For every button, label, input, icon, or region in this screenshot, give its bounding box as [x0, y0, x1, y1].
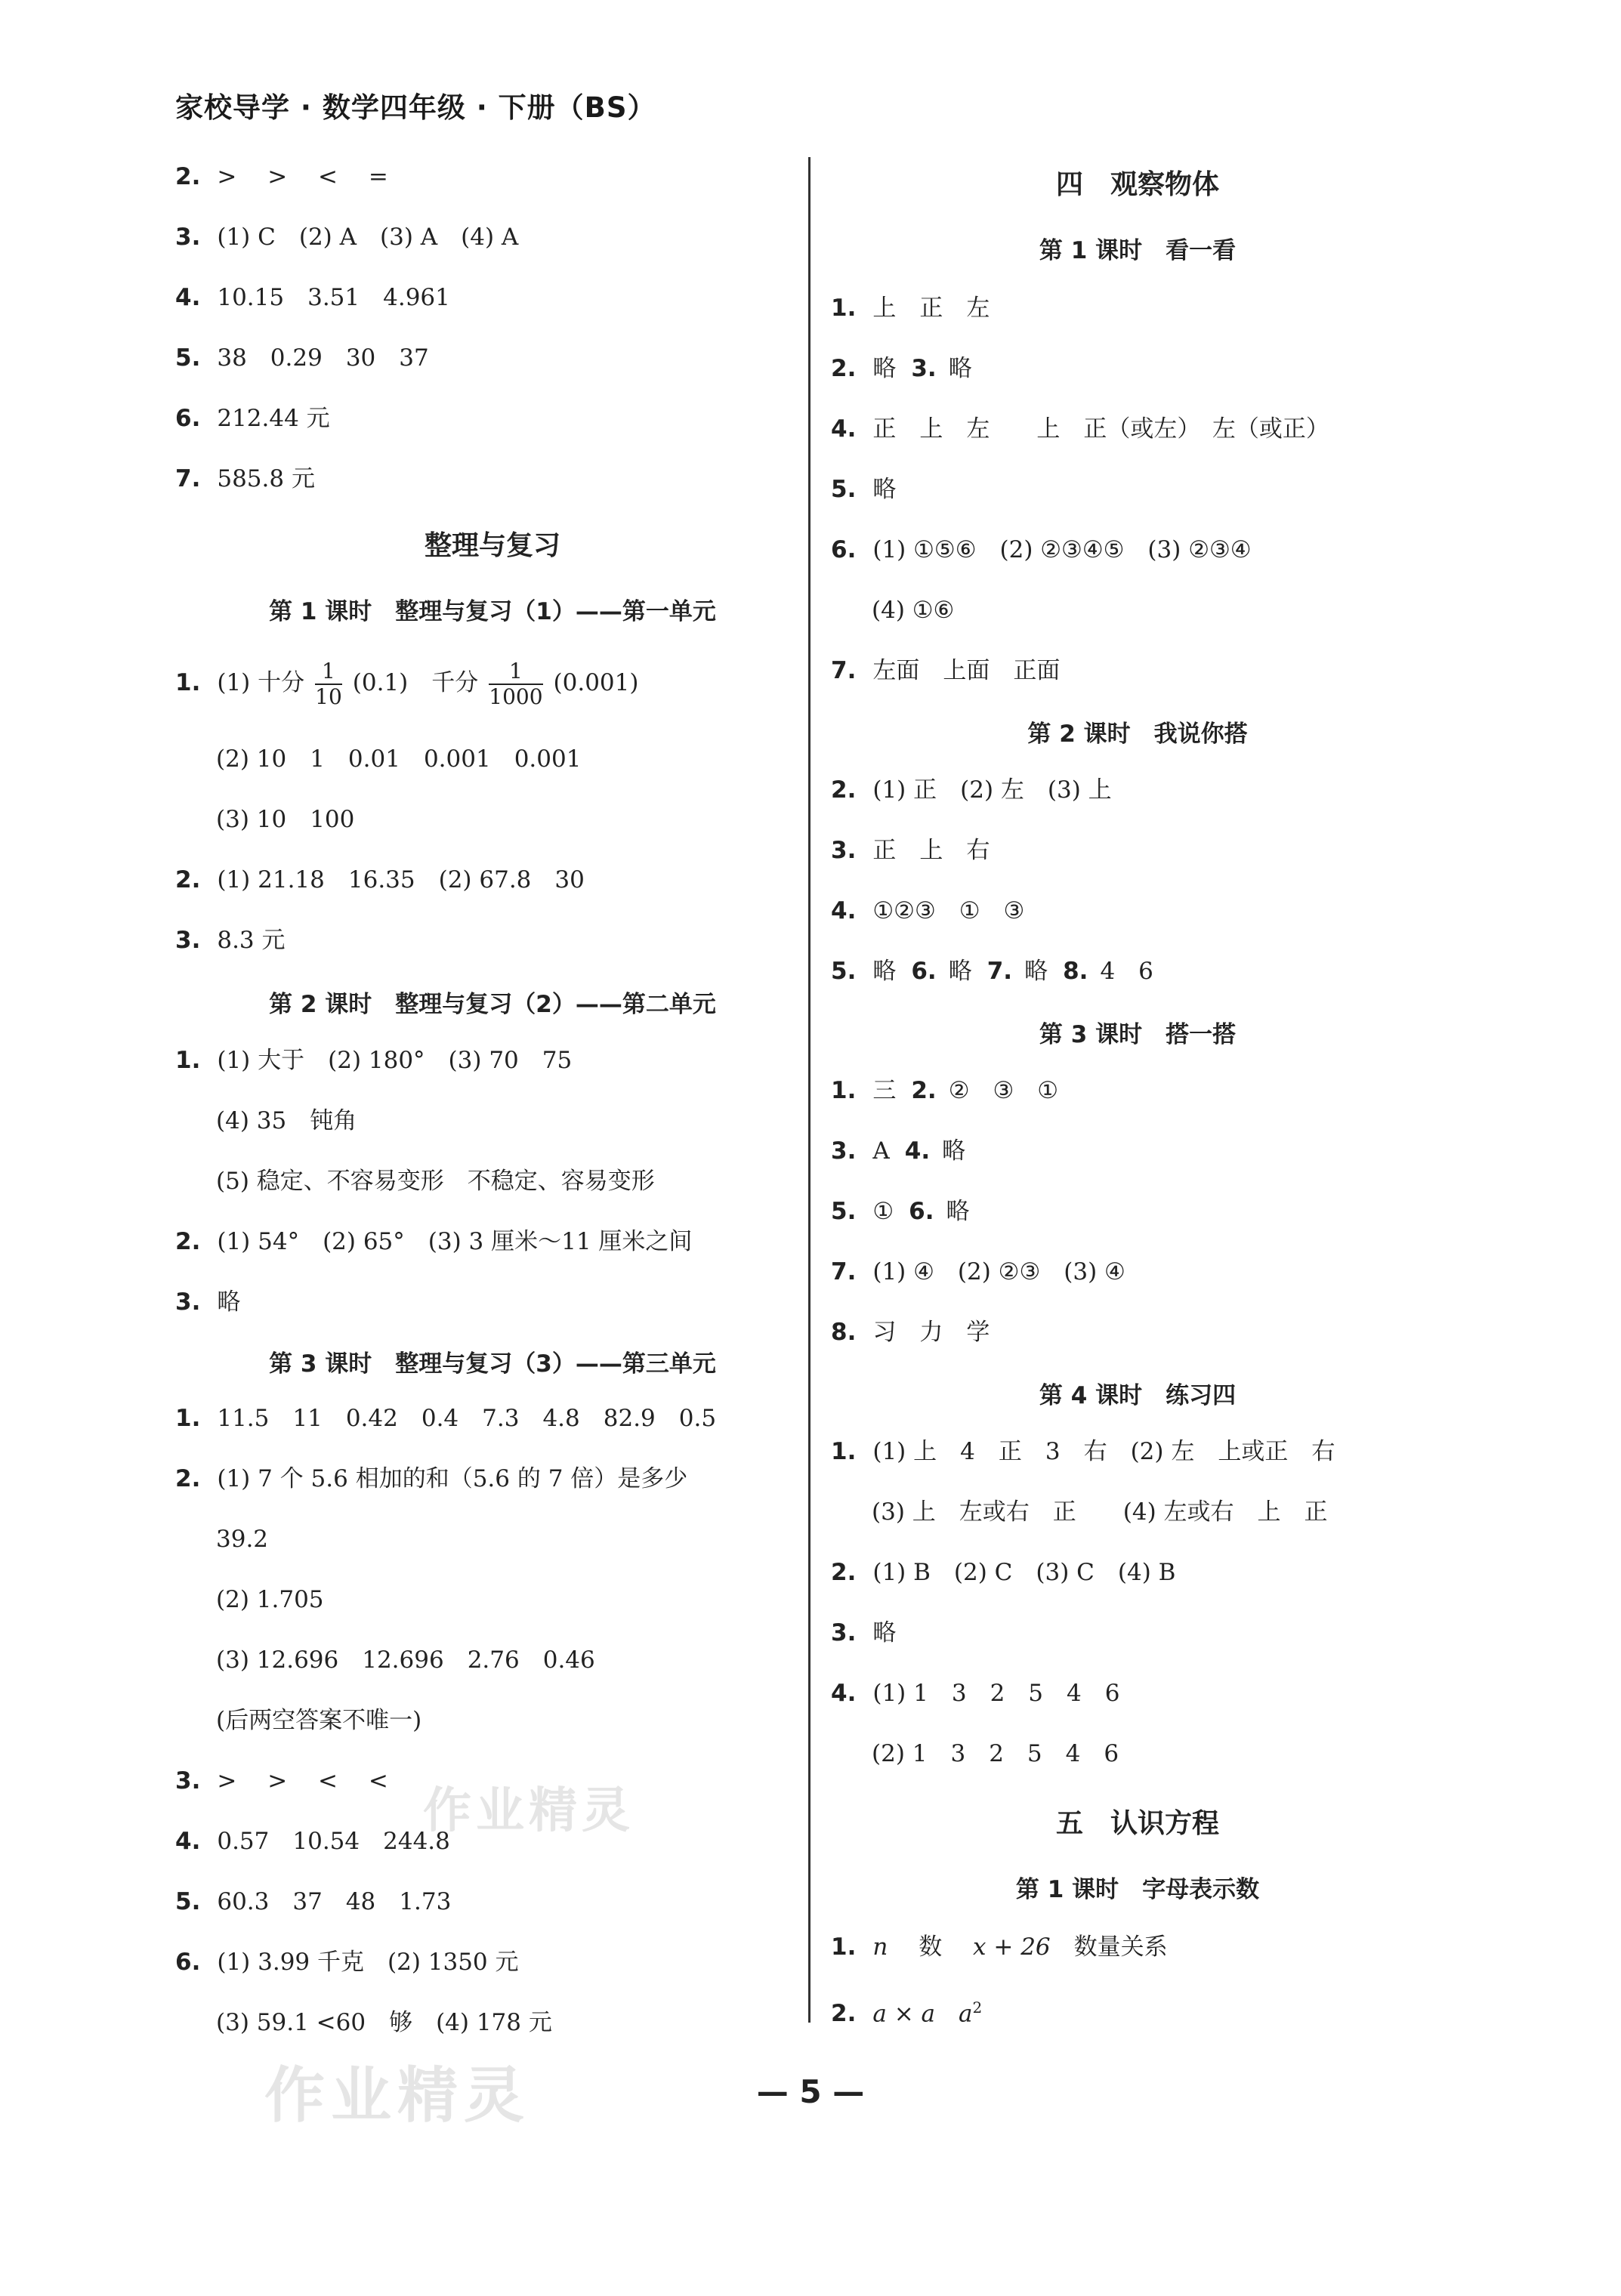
- page-header: 家校导学 · 数学四年级 · 下册（BS）: [175, 91, 656, 124]
- lesson-title: 第 1 课时 看一看: [1039, 237, 1237, 264]
- answer-line: 2. (1) B (2) C (3) C (4) B: [831, 1559, 1176, 1586]
- answer-line: 3. (1) C (2) A (3) A (4) A: [175, 224, 519, 251]
- lesson-title: 第 1 课时 字母表示数: [1015, 1876, 1260, 1903]
- lesson-title: 第 3 课时 搭一搭: [1039, 1021, 1237, 1048]
- column-divider: [808, 157, 810, 2023]
- answer-line: 8. 习 力 学: [831, 1319, 990, 1346]
- answer-line: 3. A 4. 略: [831, 1137, 966, 1165]
- answer-line: 1. (1) 大于 (2) 180° (3) 70 75: [175, 1047, 573, 1074]
- answer-line: 3. 8.3 元: [175, 927, 286, 954]
- answer-line: 4. (1) 1 3 2 5 4 6: [831, 1680, 1120, 1707]
- lesson-title: 第 4 课时 练习四: [1039, 1382, 1237, 1409]
- answer-line: 6. (1) ①⑤⑥ (2) ②③④⑤ (3) ②③④: [831, 536, 1252, 563]
- answer-line: 5. 38 0.29 30 37: [175, 344, 429, 372]
- answer-line: 39.2: [216, 1526, 269, 1553]
- fraction-1-10: $\frac{1}{10}$: [315, 658, 342, 709]
- answer-line: 3. 略: [175, 1288, 241, 1316]
- answer-line: 4. ①②③ ① ③: [831, 897, 1025, 924]
- answer-line: 2. (1) 正 (2) 左 (3) 上: [831, 776, 1112, 804]
- answer-line: 3. 略: [831, 1619, 897, 1646]
- lesson-title: 第 3 课时 整理与复习（3）——第三单元: [269, 1350, 716, 1378]
- answer-line: (4) 35 钝角: [216, 1107, 357, 1134]
- answer-line: (5) 稳定、不容易变形 不稳定、容易变形: [216, 1168, 655, 1195]
- watermark: 作业精灵: [264, 2060, 530, 2131]
- answer-line: 4. 0.57 10.54 244.8: [175, 1828, 450, 1855]
- watermark: 作业精灵: [423, 1783, 635, 1839]
- answer-line: (3) 12.696 12.696 2.76 0.46: [216, 1646, 595, 1674]
- answer-line: 1. 11.5 11 0.42 0.4 7.3 4.8 82.9 0.5: [175, 1405, 717, 1432]
- answer-line: 1. n 数 x + 26 数量关系: [831, 1933, 1168, 1961]
- answer-line: (2) 1.705: [216, 1586, 324, 1613]
- answer-line: 4. 正 上 左 上 正（或左） 左（或正）: [831, 415, 1329, 443]
- answer-line: 2. > > < =: [175, 163, 388, 190]
- answer-line: 1. (1) 上 4 正 3 右 (2) 左 上或正 右: [831, 1438, 1335, 1465]
- answer-line: 3. 正 上 右: [831, 837, 990, 864]
- page-number: — 5 —: [756, 2073, 865, 2110]
- answer-line: 5. 略 6. 略 7. 略 8. 4 6: [831, 958, 1153, 985]
- answer-line: 2. 略 3. 略: [831, 355, 972, 382]
- fraction-1-1000: $\frac{1}{1000}$: [489, 658, 543, 709]
- section-title: 整理与复习: [424, 530, 560, 561]
- section-title: 四 观察物体: [1055, 169, 1219, 200]
- answer-line: 1. 三 2. ② ③ ①: [831, 1077, 1059, 1104]
- answer-line: 2. (1) 7 个 5.6 相加的和（5.6 的 7 倍）是多少: [175, 1465, 688, 1492]
- answer-line: 3. > > < <: [175, 1767, 388, 1795]
- answer-line: 6. 212.44 元: [175, 405, 330, 432]
- answer-line: 5. 60.3 37 48 1.73: [175, 1888, 452, 1915]
- answer-note: (后两空答案不唯一): [216, 1707, 422, 1734]
- answer-line: 4. 10.15 3.51 4.961: [175, 284, 450, 311]
- lesson-title: 第 2 课时 整理与复习（2）——第二单元: [269, 991, 716, 1018]
- answer-line: (2) 1 3 2 5 4 6: [872, 1740, 1119, 1767]
- answer-line: (4) ①⑥: [872, 597, 955, 624]
- lesson-title: 第 2 课时 我说你搭: [1027, 721, 1248, 748]
- answer-line: 2. (1) 54° (2) 65° (3) 3 厘米～11 厘米之间: [175, 1228, 693, 1255]
- section-title: 五 认识方程: [1055, 1808, 1219, 1839]
- answer-line: (2) 10 1 0.01 0.001 0.001: [216, 745, 582, 773]
- answer-line: 2. a × a $a^2$: [831, 1998, 983, 2028]
- answer-line: (3) 上 左或右 正 (4) 左或右 上 正: [872, 1498, 1328, 1526]
- answer-line: 7. (1) ④ (2) ②③ (3) ④: [831, 1258, 1125, 1285]
- answer-line: (3) 59.1 <60 够 (4) 178 元: [216, 2009, 552, 2036]
- answer-line: 7. 585.8 元: [175, 465, 315, 492]
- answer-line: 6. (1) 3.99 千克 (2) 1350 元: [175, 1949, 519, 1976]
- answer-line-fraction: 1. (1) 十分 $\frac{1}{10}$ (0.1) 千分 $\frac{1}{1000}$ (0.001): [175, 658, 639, 709]
- answer-line: (3) 10 100: [216, 806, 355, 833]
- answer-line: 1. 上 正 左: [831, 295, 990, 322]
- answer-line: 7. 左面 上面 正面: [831, 657, 1061, 684]
- answer-line: 2. (1) 21.18 16.35 (2) 67.8 30: [175, 866, 585, 893]
- lesson-title: 第 1 课时 整理与复习（1）——第一单元: [269, 598, 716, 625]
- answer-line: 5. ① 6. 略: [831, 1198, 970, 1225]
- answer-line: 5. 略: [831, 476, 897, 503]
